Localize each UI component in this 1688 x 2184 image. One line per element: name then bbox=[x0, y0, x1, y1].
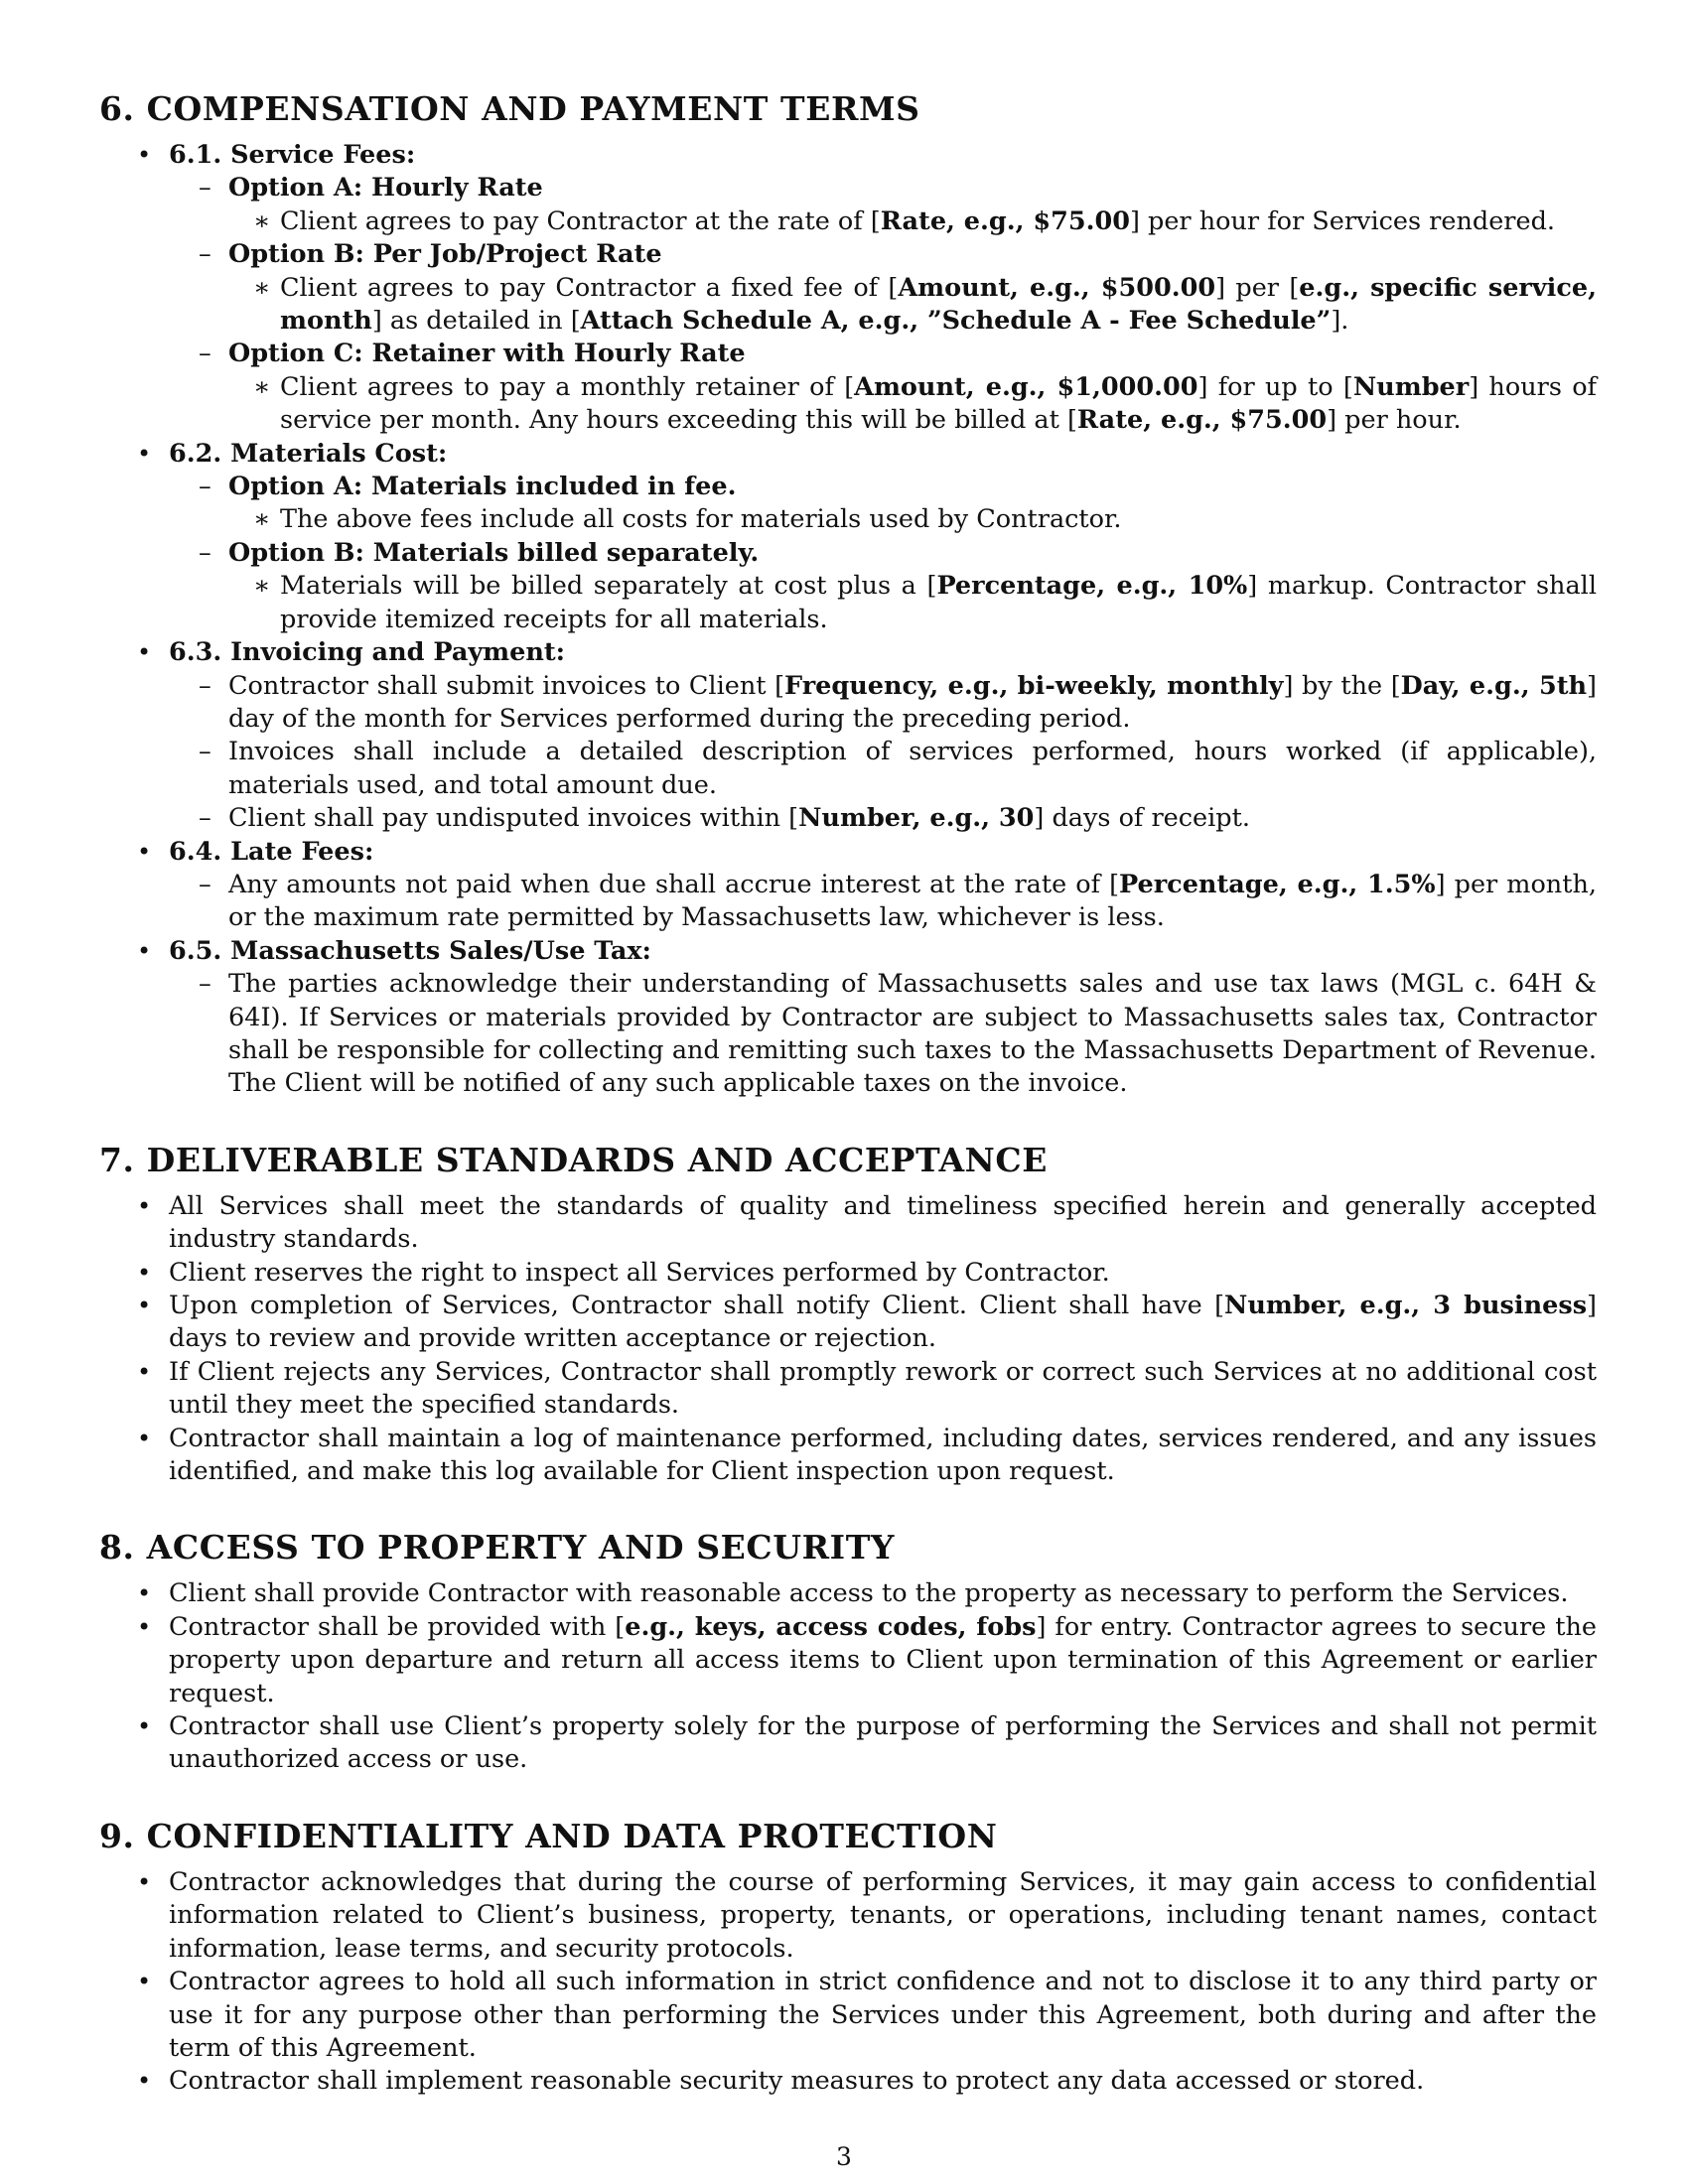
subsection-label: 6.3. Invoicing and Payment: bbox=[169, 637, 566, 668]
placeholder-field: Amount, e.g., $1,000.00 bbox=[854, 371, 1198, 402]
subsection-late-fees bbox=[99, 836, 1597, 935]
item-list bbox=[169, 670, 1597, 836]
section-heading bbox=[99, 1817, 1597, 1856]
option-list bbox=[169, 172, 1597, 437]
list-item: • Contractor shall be provided with [e.g., keys, access codes, fobs] for entry. Contractor agrees to secure the property upon departure and return all access items to Client upon termination of this Agreement or earlier request. bbox=[99, 1611, 1597, 1710]
placeholder-field: Number, e.g., 30 bbox=[798, 803, 1035, 834]
list-item: • Contractor shall use Client’s property solely for the purpose of performing the Services and shall not permit unauthorized access or use. bbox=[99, 1710, 1597, 1777]
option-detail-list bbox=[228, 570, 1597, 636]
option-per-job-rate bbox=[169, 238, 1597, 338]
placeholder-field: e.g., keys, access codes, fobs bbox=[625, 1611, 1037, 1642]
section-list bbox=[99, 1577, 1597, 1776]
section-number: 8. bbox=[99, 1528, 135, 1568]
list-item: – Client shall pay undisputed invoices within [Number, e.g., 30] days of receipt. bbox=[169, 802, 1597, 835]
section-confidentiality bbox=[99, 1817, 1597, 2099]
list-item: • Client reserves the right to inspect all Services performed by Contractor. bbox=[99, 1257, 1597, 1290]
list-item: • Upon completion of Services, Contractor shall notify Client. Client shall have [Number, e.g., 3 business] days to review and provide written acceptance or rejection. bbox=[99, 1290, 1597, 1356]
option-label: Option B: Per Job/Project Rate bbox=[228, 239, 662, 270]
section-title: ACCESS TO PROPERTY AND SECURITY bbox=[146, 1528, 896, 1568]
subsection-label: 6.5. Massachusetts Sales/Use Tax: bbox=[169, 935, 651, 966]
placeholder-field: Number bbox=[1352, 371, 1470, 402]
option-hourly-rate bbox=[169, 172, 1597, 238]
section-title: COMPENSATION AND PAYMENT TERMS bbox=[146, 89, 920, 128]
list-item: • Contractor shall maintain a log of maintenance performed, including dates, services rendered, and any issues identified, and make this log available for Client inspection upon request. bbox=[99, 1423, 1597, 1489]
list-item: • Client shall provide Contractor with reasonable access to the property as necessary to perform the Services. bbox=[99, 1577, 1597, 1610]
subsection-service-fees bbox=[99, 139, 1597, 438]
placeholder-field: Day, e.g., 5th bbox=[1400, 670, 1588, 701]
subsection-label: 6.4. Late Fees: bbox=[169, 836, 374, 867]
placeholder-field: Number, e.g., 3 business bbox=[1224, 1291, 1588, 1320]
item-list bbox=[169, 869, 1597, 935]
section-list bbox=[99, 139, 1597, 1101]
placeholder-field: Rate, e.g., $75.00 bbox=[880, 205, 1130, 236]
option-list bbox=[169, 471, 1597, 636]
option-detail-list bbox=[228, 371, 1597, 438]
section-number: 6. bbox=[99, 89, 135, 128]
option-label: Option A: Hourly Rate bbox=[228, 173, 543, 204]
list-item: • If Client rejects any Services, Contractor shall promptly rework or correct such Services at no additional cost until they meet the specified standards. bbox=[99, 1356, 1597, 1423]
section-title: CONFIDENTIALITY AND DATA PROTECTION bbox=[146, 1816, 998, 1855]
subsection-label: 6.1. Service Fees: bbox=[169, 140, 416, 170]
section-heading bbox=[99, 1141, 1597, 1180]
page-number: 3 bbox=[836, 2142, 852, 2171]
option-detail: ∗ The above fees include all costs for materials used by Contractor. bbox=[228, 503, 1597, 536]
placeholder-field: Rate, e.g., $75.00 bbox=[1076, 405, 1328, 436]
option-retainer bbox=[169, 338, 1597, 437]
subsection-label: 6.2. Materials Cost: bbox=[169, 438, 448, 469]
section-access-security bbox=[99, 1528, 1597, 1776]
list-item: – The parties acknowledge their understanding of Massachusetts sales and use tax laws (MGL c. 64H & 64I). If Services or materials provided by Contractor are subject to Massachusetts sales tax, Contractor shall be responsible for collecting and remitting such taxes to the Massachusetts Department of Revenue. The Client will be notified of any such applicable taxes on the invoice. bbox=[169, 968, 1597, 1101]
list-item: • Contractor shall implement reasonable security measures to protect any data accessed or stored. bbox=[99, 2065, 1597, 2098]
list-item: • Contractor acknowledges that during the course of performing Services, it may gain access to confidential information related to Client’s business, property, tenants, or operations, including tenant names, contact information, lease terms, and security protocols. bbox=[99, 1866, 1597, 1966]
option-materials-billed bbox=[169, 537, 1597, 636]
option-label: Option C: Retainer with Hourly Rate bbox=[228, 339, 746, 369]
section-deliverable-standards bbox=[99, 1141, 1597, 1489]
option-materials-included bbox=[169, 471, 1597, 537]
list-item: • Contractor agrees to hold all such information in strict confidence and not to disclose it to any third party or use it for any purpose other than performing the Services under this Agreement, both during and after the term of this Agreement. bbox=[99, 1966, 1597, 2065]
section-compensation bbox=[99, 89, 1597, 1101]
option-detail: ∗ Client agrees to pay a monthly retainer of [Amount, e.g., $1,000.00] for up to [Number] hours of service per month. Any hours exceeding this will be billed at [Rate, e.g., $75.00] per hour. bbox=[228, 371, 1597, 438]
option-detail-list bbox=[228, 503, 1597, 536]
option-detail: ∗ Materials will be billed separately at cost plus a [Percentage, e.g., 10%] markup. Contractor shall provide itemized receipts for all materials. bbox=[228, 570, 1597, 636]
option-label: Option A: Materials included in fee. bbox=[228, 472, 737, 502]
placeholder-field: Percentage, e.g., 10% bbox=[936, 571, 1248, 602]
document-body bbox=[99, 89, 1597, 2138]
placeholder-field: Amount, e.g., $500.00 bbox=[898, 272, 1216, 303]
list-item: – Contractor shall submit invoices to Client [Frequency, e.g., bi-weekly, monthly] by the [Day, e.g., 5th] day of the month for Services performed during the preceding period. bbox=[169, 670, 1597, 737]
option-detail: ∗ Client agrees to pay Contractor at the rate of [Rate, e.g., $75.00] per hour for Services rendered. bbox=[228, 205, 1597, 238]
section-list bbox=[99, 1866, 1597, 2099]
list-item: – Any amounts not paid when due shall accrue interest at the rate of [Percentage, e.g., 1.5%] per month, or the maximum rate permitted by Massachusetts law, whichever is less. bbox=[169, 869, 1597, 935]
section-number: 9. bbox=[99, 1816, 135, 1855]
option-label: Option B: Materials billed separately. bbox=[228, 537, 760, 568]
option-detail: ∗ Client agrees to pay Contractor a fixed fee of [Amount, e.g., $500.00] per [e.g., specific service, month] as detailed in [Attach Schedule A, e.g., ”Schedule A - Fee Schedule”]. bbox=[228, 272, 1597, 339]
section-heading bbox=[99, 89, 1597, 129]
option-detail-list bbox=[228, 272, 1597, 339]
section-list bbox=[99, 1190, 1597, 1489]
subsection-invoicing bbox=[99, 636, 1597, 835]
placeholder-field: Frequency, e.g., bi-weekly, monthly bbox=[784, 670, 1284, 701]
section-heading bbox=[99, 1528, 1597, 1568]
list-item: • All Services shall meet the standards of quality and timeliness specified herein and generally accepted industry standards. bbox=[99, 1190, 1597, 1257]
subsection-sales-tax bbox=[99, 935, 1597, 1101]
option-detail-list bbox=[228, 205, 1597, 238]
placeholder-field: Percentage, e.g., 1.5% bbox=[1119, 869, 1436, 899]
section-number: 7. bbox=[99, 1140, 135, 1179]
placeholder-field: e.g., specific service, month bbox=[280, 272, 1597, 337]
item-list bbox=[169, 968, 1597, 1101]
section-title: DELIVERABLE STANDARDS AND ACCEPTANCE bbox=[146, 1140, 1049, 1179]
placeholder-field: Attach Schedule A, e.g., ”Schedule A - Fee Schedule” bbox=[580, 306, 1332, 337]
subsection-materials-cost bbox=[99, 438, 1597, 636]
list-item: – Invoices shall include a detailed description of services performed, hours worked (if applicable), materials used, and total amount due. bbox=[169, 736, 1597, 802]
